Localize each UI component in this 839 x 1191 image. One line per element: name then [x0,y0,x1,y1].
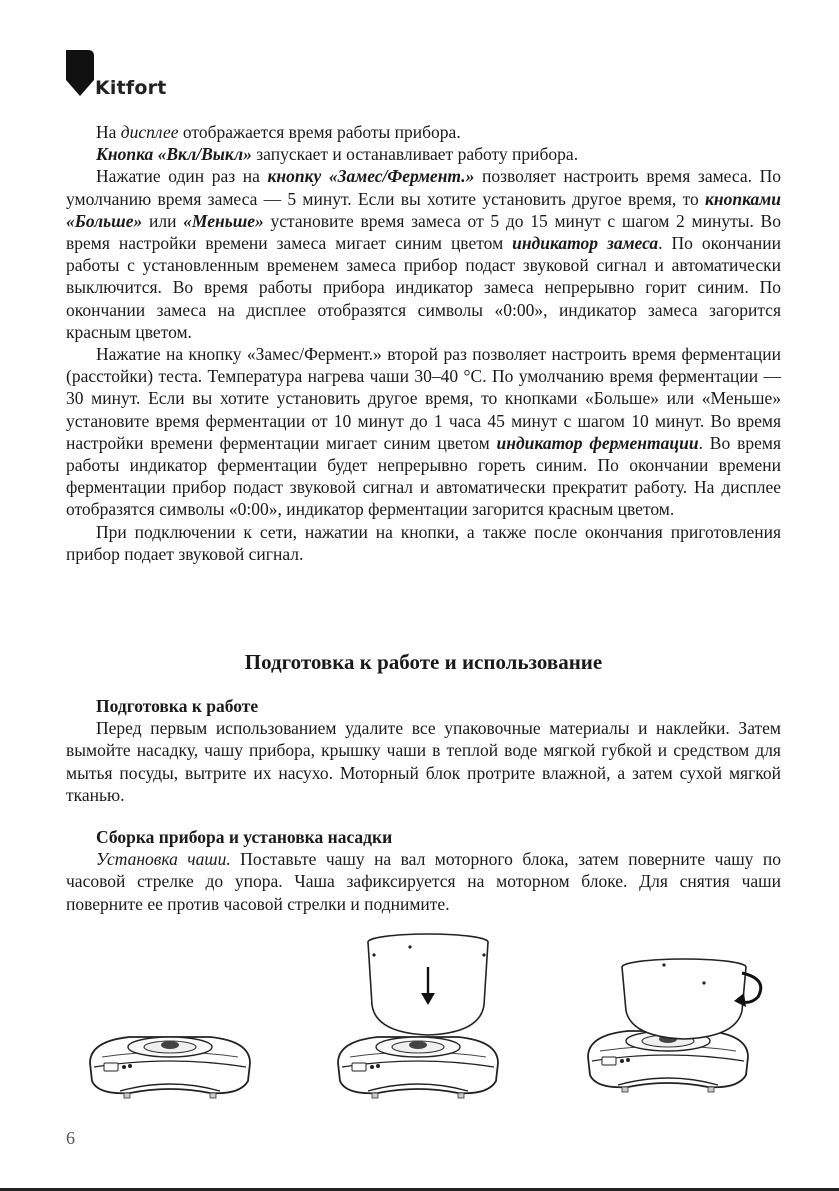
assembly-heading: Сборка прибора и установка насадки [96,827,393,847]
kneading-paragraph: Нажатие один раз на кнопку «Замес/Фермент.» позволяет настроить время замеса. По умолчанию время замеса — 5 минут. Если вы хотите установить другое время, то кнопками «Больше» или «Меньше» установите время замеса от 5 до 15 минут с шагом 2 минуты. Во время настройки времени замеса мигает синим цветом индикатор замеса. По окончании работы с установленным временем замеса прибор подаст звуковой сигнал и автоматически выключится. Во время работы прибора индикатор замеса непрерывно горит синим. По окончании замеса на дисплее отобразятся символы «0:00», индикатор замеса загорится красным цветом. [66,166,781,342]
assembly-illustrations [0,925,839,1125]
controls-description [66,121,781,565]
assembly-text: Установка чаши. Поставьте чашу на вал моторного блока, затем поверните чашу по часовой стрелке до упора. Чаша зафиксируется на моторном блоке. Для снятия чаши поверните ее против часовой стрелки и поднимите. [66,849,781,914]
section-title: Подготовка к работе и использование [244,650,603,674]
page-number: 6 [66,1128,75,1148]
preparation-heading: Подготовка к работе [96,696,259,716]
brand-logo [66,50,186,100]
fermentation-paragraph: Нажатие на кнопку «Замес/Фермент.» второй раз позволяет настроить время ферментации (расстойки) теста. Температура нагрева чаши 30–40 °C. По умолчанию время ферментации — 30 минут. Если вы хотите установить другое время, то кнопками «Больше» или «Меньше» установите время ферментации от 10 минут до 1 часа 45 минут с шагом 10 минут. Во время настройки времени ферментации мигает синим цветом индикатор ферментации. Во время работы индикатор ферментации будет непрерывно гореть синим. По окончании времени ферментации прибор подаст звуковой сигнал и автоматически прекратит работу. На дисплее отобразятся символы «0:00», индикатор ферментации загорится красным цветом. [66,344,782,520]
preparation-section [66,695,781,806]
display-paragraph: На дисплее отображается время работы прибора. [96,122,461,142]
assembly-section [66,826,781,915]
motor-base-1 [90,1037,250,1098]
assembly-figure [0,925,839,1125]
motor-base-2 [338,1037,498,1098]
kitfort-logo-mark-icon [66,50,94,96]
bowl-mounted [622,959,761,1039]
brand-name: Kitfort [95,77,167,99]
motor-base-3 [588,1031,748,1092]
bowl-above-base [368,934,488,1035]
power-button-paragraph: Кнопка «Вкл/Выкл» запускает и останавливает работу прибора. [96,144,579,165]
preparation-text: Перед первым использованием удалите все упаковочные материалы и наклейки. Затем вымойте насадку, чашу прибора, крышку чаши в теплой воде мягкой губкой и средством для мытья посуды, вытрите их насухо. Моторный блок протрите влажной, а затем сухой мягкой тканью. [66,718,781,805]
sound-paragraph: При подключении к сети, нажатии на кнопки, а также после окончания приготовления прибор подает звуковой сигнал. [66,521,781,564]
